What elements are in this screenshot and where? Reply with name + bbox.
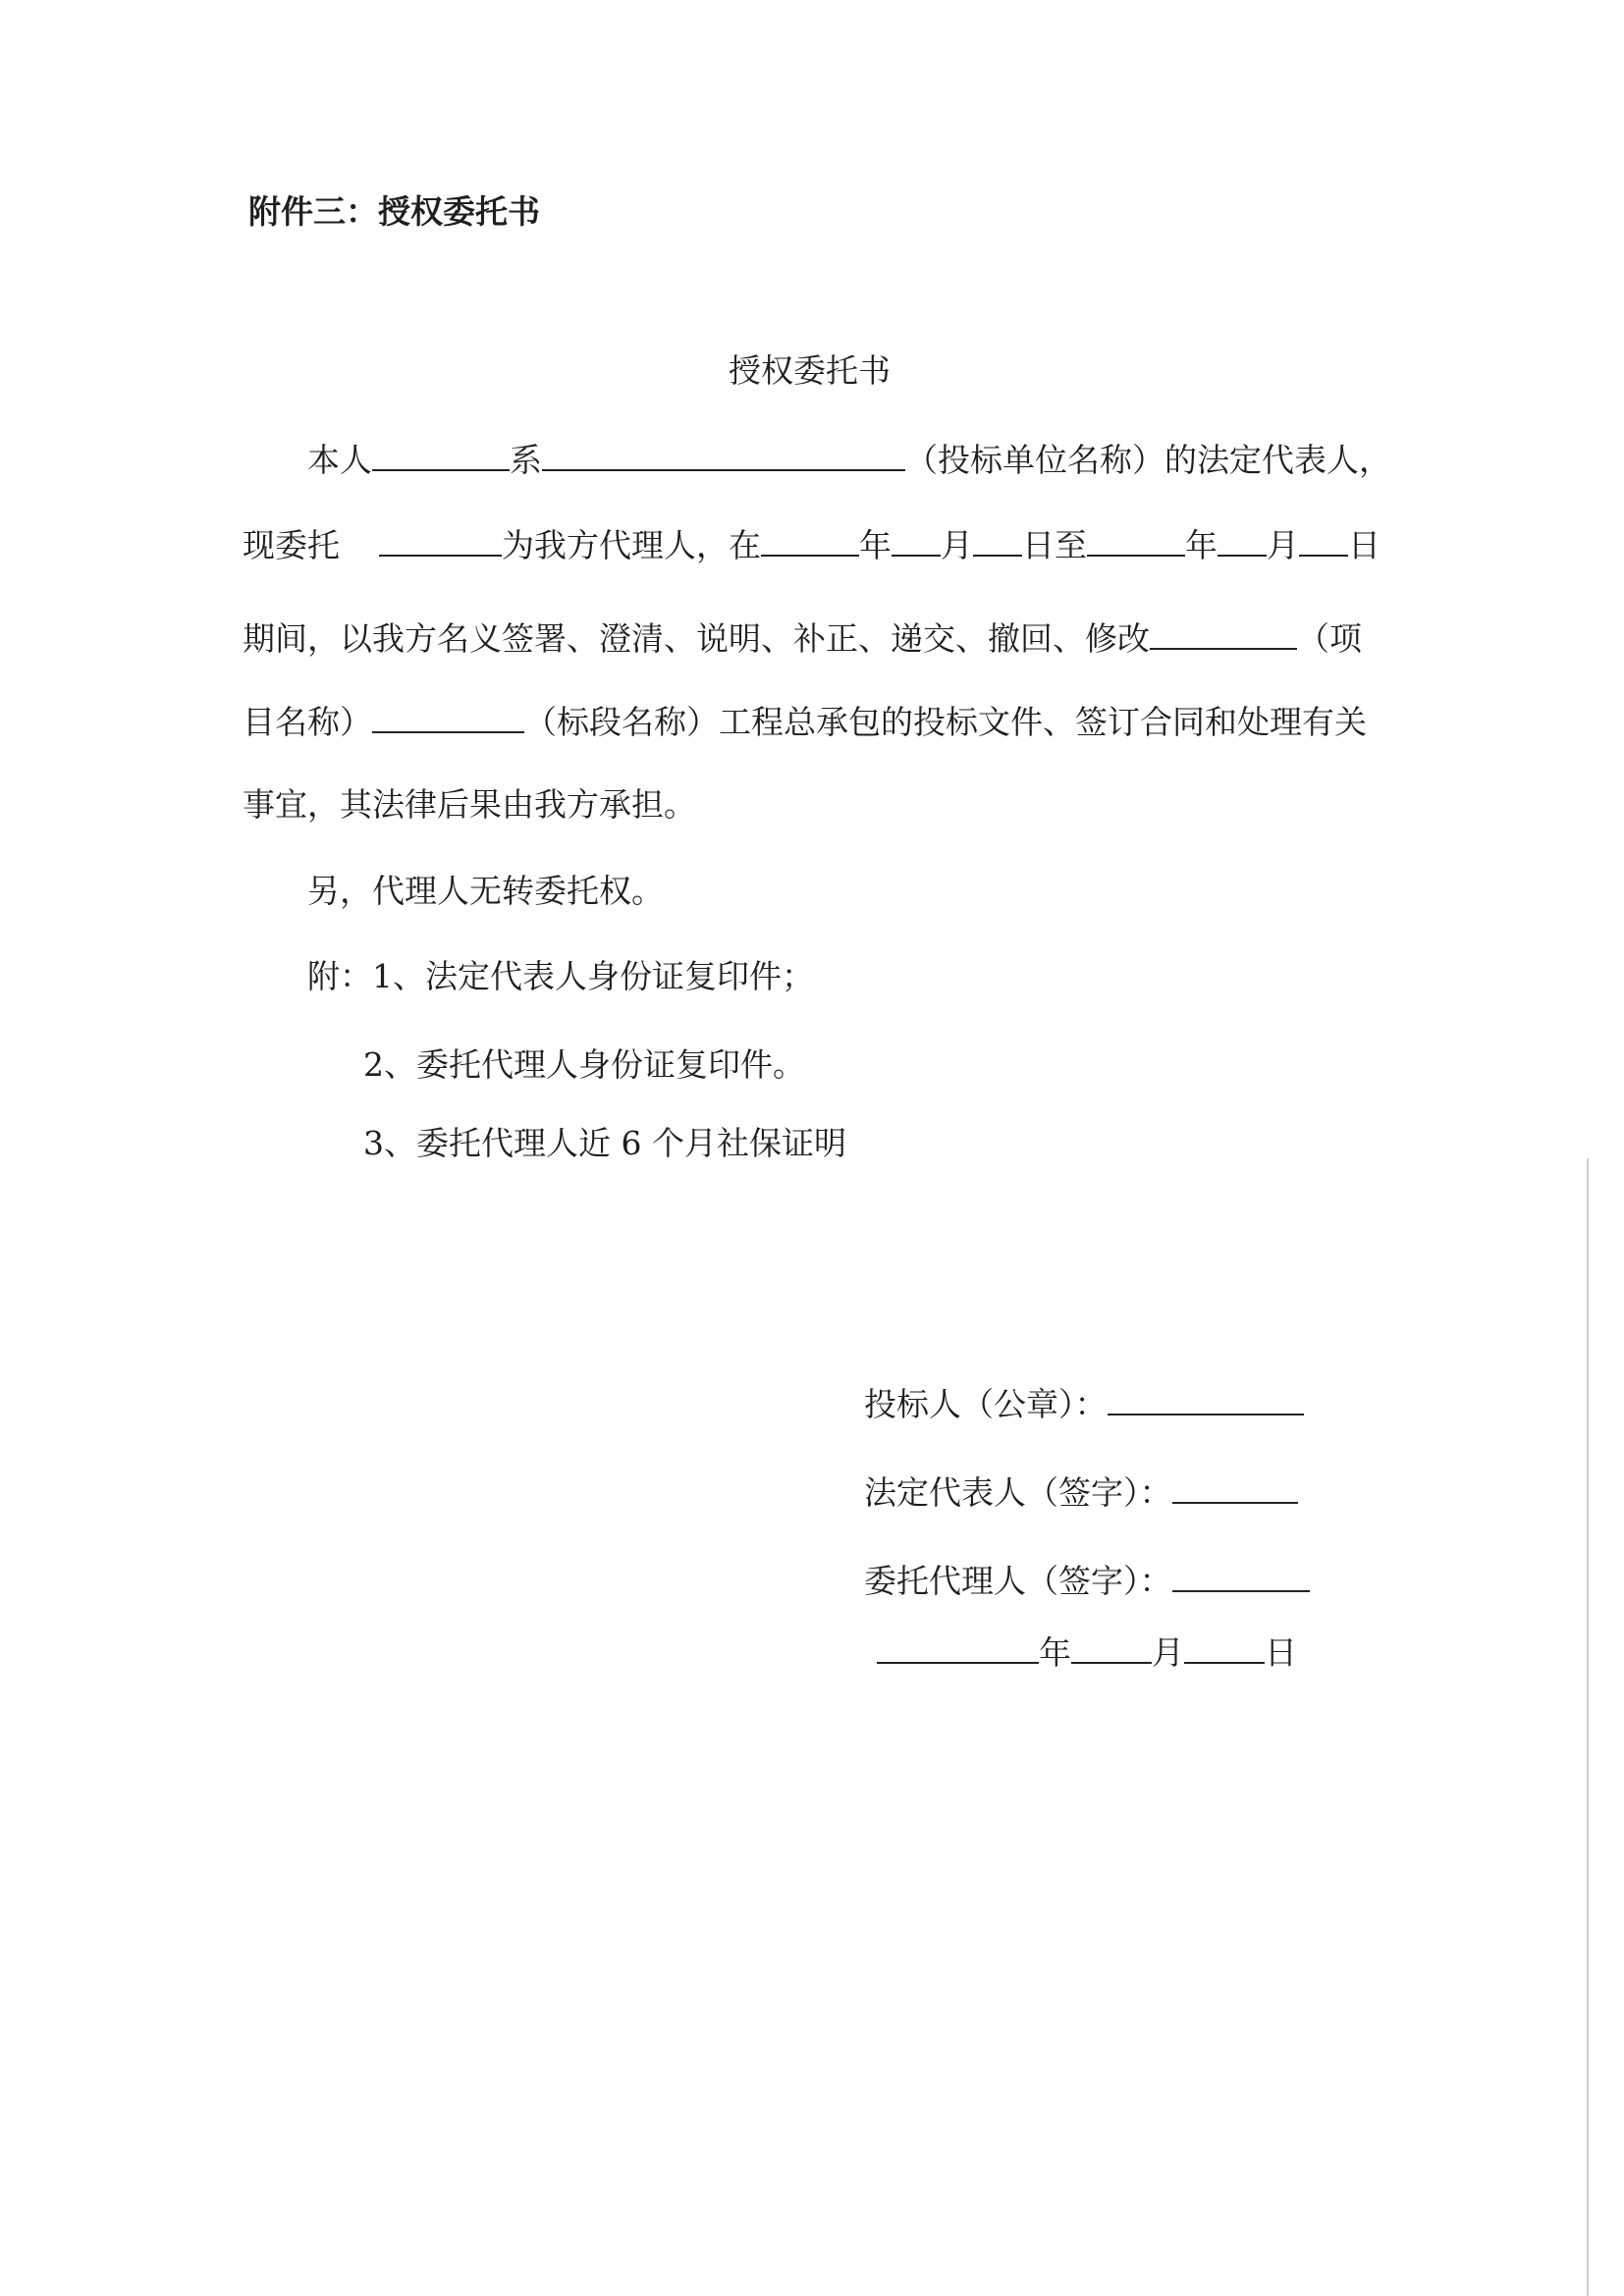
text-as-agent: 为我方代理人，在 [502, 526, 761, 564]
text-month: 月 [1267, 526, 1299, 564]
text-legal-rep: （投标单位名称）的法定代表人， [905, 441, 1391, 479]
sign-day-blank[interactable] [1184, 1632, 1265, 1664]
text-day: 日 [1348, 526, 1380, 564]
body-line-2 [243, 525, 1380, 565]
attachment-item-3: 3、委托代理人近 6 个月社保证明 [363, 1124, 846, 1162]
note-no-subdelegation: 另，代理人无转委托权。 [307, 872, 664, 910]
text-xiang: （项 [1297, 619, 1362, 658]
section-name-blank[interactable] [372, 702, 524, 733]
agent-sign-line [864, 1561, 1310, 1601]
text-day-to: 日至 [1022, 526, 1087, 564]
agent-sign-blank[interactable] [1172, 1561, 1310, 1592]
bidder-unit-blank[interactable] [542, 440, 905, 471]
sign-month-blank[interactable] [1071, 1632, 1152, 1664]
bidder-seal-blank[interactable] [1108, 1384, 1304, 1415]
end-year-blank[interactable] [1087, 525, 1185, 557]
attachment-prefix: 附： [307, 957, 372, 995]
name-blank[interactable] [372, 440, 510, 471]
body-line-3 [243, 618, 1362, 659]
start-month-blank[interactable] [892, 525, 941, 557]
scan-edge-line [1587, 1158, 1589, 2296]
end-month-blank[interactable] [1218, 525, 1267, 557]
end-day-blank[interactable] [1299, 525, 1348, 557]
sign-day-label: 日 [1265, 1633, 1297, 1672]
text-entrust: 现委托 [243, 526, 340, 564]
agent-sign-label: 委托代理人（签字）： [864, 1562, 1172, 1600]
document-title: 授权委托书 [729, 351, 891, 390]
attachment-item-2: 2、委托代理人身份证复印件。 [363, 1045, 805, 1084]
text-section-name: （标段名称）工程总承包的投标文件、签订合同和处理有关 [524, 703, 1367, 741]
text-year: 年 [1185, 526, 1218, 564]
sign-month-label: 月 [1152, 1633, 1184, 1672]
text-ben-ren: 本人 [307, 441, 372, 479]
legal-rep-sign-blank[interactable] [1172, 1472, 1298, 1504]
text-month: 月 [941, 526, 973, 564]
sign-date-line [877, 1632, 1297, 1673]
project-name-blank[interactable] [1150, 618, 1297, 650]
legal-rep-sign-label: 法定代表人（签字）： [864, 1473, 1172, 1512]
text-scope: 期间，以我方名义签署、澄清、说明、补正、递交、撤回、修改 [243, 619, 1150, 658]
body-line-5: 事宜，其法律后果由我方承担。 [243, 785, 696, 824]
attachment-item-1 [307, 957, 814, 996]
sign-year-blank[interactable] [877, 1632, 1039, 1664]
sign-year-label: 年 [1039, 1633, 1071, 1672]
agent-name-blank[interactable] [379, 525, 502, 557]
start-day-blank[interactable] [973, 525, 1022, 557]
attachment-text-1: 1、法定代表人身份证复印件； [372, 957, 814, 995]
legal-rep-sign-line [864, 1472, 1298, 1513]
attachment-heading: 附件三：授权委托书 [248, 192, 540, 231]
bidder-seal-line [864, 1384, 1304, 1424]
text-xi: 系 [510, 441, 542, 479]
text-year: 年 [859, 526, 892, 564]
body-line-1 [307, 440, 1391, 480]
text-project-name: 目名称） [243, 703, 372, 741]
body-line-4 [243, 702, 1367, 742]
bidder-seal-label: 投标人（公章）： [864, 1385, 1108, 1423]
start-year-blank[interactable] [761, 525, 859, 557]
